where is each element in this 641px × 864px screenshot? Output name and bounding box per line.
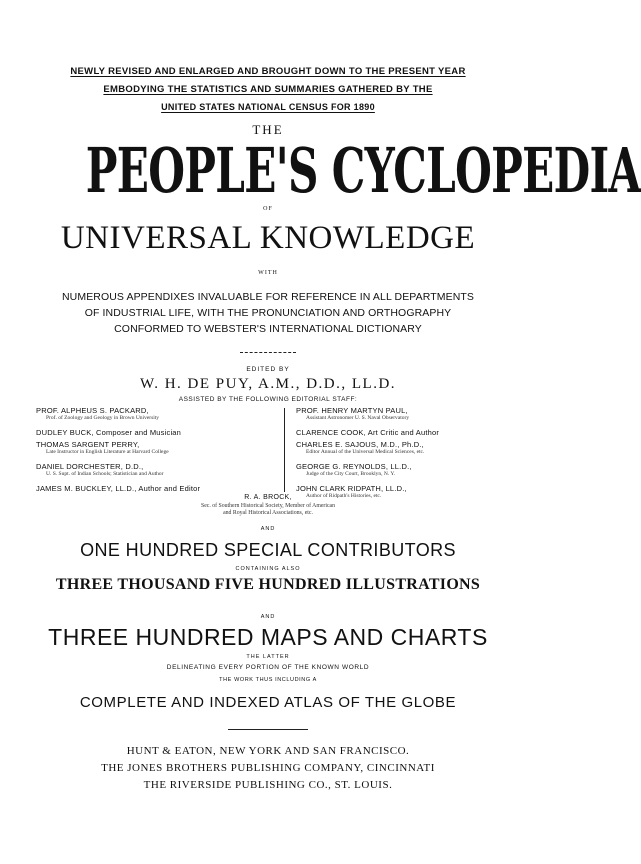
staff-right-column — [296, 406, 439, 506]
staff-desc: Prof. of Zoology and Geology in Brown University — [46, 415, 160, 421]
staff-name: PROF. ALPHEUS S. PACKARD, — [36, 406, 149, 415]
staff-member — [36, 462, 200, 484]
publisher-line-2: THE JONES BROTHERS PUBLISHING COMPANY, CINCINNATI — [101, 762, 435, 774]
staff-member — [36, 406, 200, 428]
atlas-line: COMPLETE AND INDEXED ATLAS OF THE GLOBE — [79, 694, 457, 711]
staff-member — [36, 428, 200, 440]
brock-desc-1: Sec. of Southern Historical Society, Member of American — [200, 503, 336, 509]
staff-desc: U. S. Supt. of Indian Schools; Statistician and Author — [46, 471, 164, 477]
divider-1 — [240, 352, 296, 353]
publisher-line-3: THE RIVERSIDE PUBLISHING CO., ST. LOUIS. — [143, 779, 393, 791]
staff-member — [36, 440, 200, 462]
staff-desc: Judge of the City Court, Brooklyn, N. Y. — [306, 471, 396, 477]
appendix-line-1: NUMEROUS APPENDIXES INVALUABLE FOR REFERENCE IN ALL DEPARTMENTS — [61, 291, 474, 303]
staff-name: GEORGE G. REYNOLDS, LL.D., — [296, 462, 412, 471]
staff-desc: Late Instructor in English Literature at Harvard College — [46, 449, 169, 455]
header-line-3: UNITED STATES NATIONAL CENSUS FOR 1890 — [161, 102, 375, 112]
brock-name: R. A. BROCK, — [244, 494, 292, 501]
main-title: PEOPLE'S CYCLOPEDIA — [85, 134, 641, 207]
staff-name: DANIEL DORCHESTER, D.D., — [36, 462, 144, 471]
divider-2 — [228, 729, 308, 730]
staff-name: DUDLEY BUCK, Composer and Musician — [36, 428, 182, 437]
staff-member — [296, 428, 439, 440]
header-line-2: EMBODYING THE STATISTICS AND SUMMARIES GATHERED BY THE — [103, 84, 433, 95]
publisher-line-1: HUNT & EATON, NEW YORK AND SAN FRANCISCO. — [126, 745, 410, 757]
title-the: THE — [252, 122, 284, 137]
staff-name: CHARLES E. SAJOUS, M.D., Ph.D., — [296, 440, 424, 449]
staff-desc: Assistant Astronomer U. S. Naval Observatory — [306, 415, 410, 421]
brock-desc-2: and Royal Historical Associations, etc. — [223, 510, 313, 516]
title-of: OF — [263, 206, 273, 212]
staff-left-column — [36, 406, 200, 496]
delineating-line: DELINEATING EVERY PORTION OF THE KNOWN WORLD — [166, 664, 370, 671]
staff-name: PROF. HENRY MARTYN PAUL, — [296, 406, 408, 415]
staff-desc: Author of Ridpath's Histories, etc. — [306, 493, 382, 499]
staff-name: CLARENCE COOK, Art Critic and Author — [296, 428, 440, 437]
main-title-wrap — [0, 134, 641, 207]
appendix-line-2: OF INDUSTRIAL LIFE, WITH THE PRONUNCIATION AND ORTHOGRAPHY — [84, 307, 452, 319]
appendix-line-3: CONFORMED TO WEBSTER'S INTERNATIONAL DICTIONARY — [114, 323, 422, 335]
subtitle: UNIVERSAL KNOWLEDGE — [60, 220, 476, 256]
and-1: AND — [260, 526, 276, 532]
and-2: AND — [260, 614, 276, 620]
title-with: WITH — [258, 270, 278, 276]
containing-also: CONTAINING ALSO — [235, 566, 301, 572]
staff-name: THOMAS SARGENT PERRY, — [36, 440, 140, 449]
header-line-1: NEWLY REVISED AND ENLARGED AND BROUGHT DOWN TO THE PRESENT YEAR — [70, 66, 466, 77]
editor-name: W. H. DE PUY, A.M., D.D., LL.D. — [139, 376, 397, 392]
contributors-line: ONE HUNDRED SPECIAL CONTRIBUTORS — [80, 540, 456, 560]
staff-desc: Editor Annual of the Universal Medical Sciences, etc. — [306, 449, 425, 455]
illustrations-line: THREE THOUSAND FIVE HUNDRED ILLUSTRATIONS — [55, 576, 481, 593]
staff-member — [296, 462, 439, 484]
assisted-by: ASSISTED BY THE FOLLOWING EDITORIAL STAFF: — [178, 396, 358, 403]
staff-member — [296, 440, 439, 462]
staff-name: JOHN CLARK RIDPATH, LL.D., — [296, 484, 407, 493]
edited-by: EDITED BY — [246, 366, 290, 373]
staff-name: JAMES M. BUCKLEY, LL.D., Author and Editor — [36, 484, 201, 493]
staff-member — [296, 406, 439, 428]
the-latter: THE LATTER — [246, 654, 290, 660]
work-including: THE WORK THUS INCLUDING A — [219, 677, 317, 683]
column-divider — [284, 408, 285, 492]
maps-line: THREE HUNDRED MAPS AND CHARTS — [48, 624, 488, 650]
